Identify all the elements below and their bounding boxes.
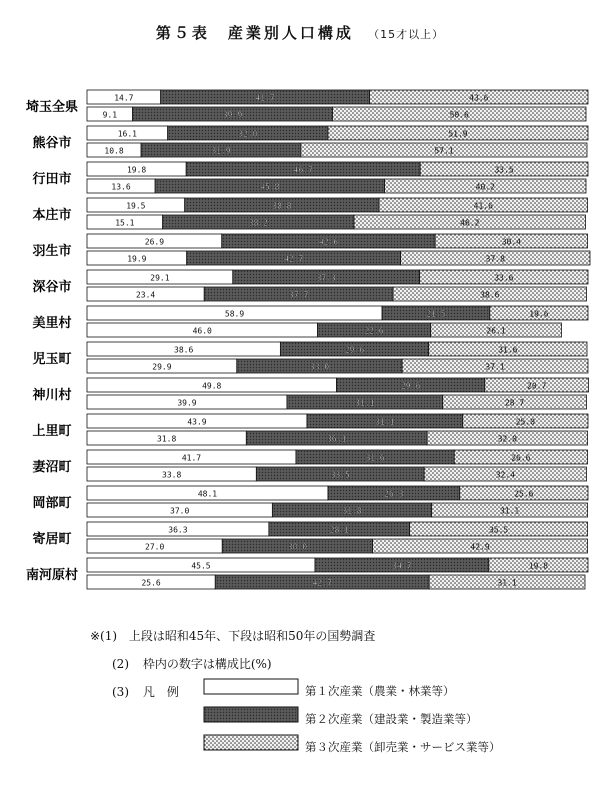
data-label: 37.3 — [316, 273, 336, 283]
data-label: 23.4 — [135, 290, 156, 300]
data-label: 32.4 — [495, 470, 515, 480]
data-label: 19.9 — [127, 254, 147, 264]
data-label: 31.8 — [342, 506, 362, 516]
data-label: 39.9 — [177, 398, 197, 408]
data-label: 22.6 — [364, 326, 384, 336]
data-label: 33.0 — [309, 362, 330, 372]
data-label: 19.6 — [529, 309, 549, 319]
data-label: 26.9 — [144, 237, 165, 247]
data-label: 14.7 — [114, 93, 134, 103]
data-label: 31.6 — [365, 453, 385, 463]
data-label: 29.6 — [344, 345, 365, 355]
data-label: 40.2 — [475, 182, 495, 192]
data-label: 20.7 — [527, 381, 547, 391]
data-label: 50.6 — [449, 110, 469, 120]
title-main: 第５表 産業別人口構成 — [155, 24, 354, 42]
data-label: 31.8 — [157, 434, 177, 444]
legend-swatch — [204, 707, 298, 722]
data-label: 31.1 — [499, 506, 520, 516]
data-label: 34.7 — [392, 561, 412, 571]
data-label: 42.9 — [470, 542, 490, 552]
data-label: 28.7 — [504, 398, 525, 408]
data-label: 33.8 — [162, 470, 182, 480]
data-label: 26.3 — [384, 489, 404, 499]
data-label: 37.1 — [485, 362, 505, 372]
data-label: 38.2 — [248, 218, 268, 228]
category-label: 岡部町 — [32, 496, 72, 511]
data-label: 25.6 — [141, 578, 161, 588]
data-label: 39.9 — [222, 110, 243, 120]
data-label: 9.1 — [102, 110, 118, 120]
legend-label-3: 第３次産業（卸売業・サービス業等） — [305, 740, 501, 754]
data-label: 15.1 — [115, 218, 135, 228]
data-label: 30.0 — [287, 542, 308, 552]
category-label: 神川村 — [32, 388, 72, 403]
data-label: 25.0 — [515, 417, 536, 427]
data-label: 43.9 — [187, 417, 207, 427]
note-1-mark: ※(1) — [90, 629, 118, 643]
data-label: 41.6 — [473, 201, 493, 211]
data-label: 31.9 — [211, 146, 231, 156]
category-label: 羽生市 — [32, 244, 72, 259]
category-label: 南河原村 — [25, 568, 79, 583]
legend-label-1: 第１次産業（農業・林業等） — [305, 684, 455, 698]
data-label: 26.1 — [486, 326, 506, 336]
data-label: 42.7 — [312, 578, 332, 588]
data-label: 38.6 — [480, 290, 500, 300]
data-label: 16.1 — [117, 129, 137, 139]
category-label: 深谷市 — [32, 280, 72, 295]
data-label: 29.9 — [152, 362, 172, 372]
data-label: 31.6 — [498, 345, 518, 355]
legend-swatch — [204, 735, 298, 750]
data-label: 37.0 — [170, 506, 190, 516]
data-label: 37.7 — [289, 290, 309, 300]
data-label: 42.7 — [284, 254, 304, 264]
category-label: 本庄市 — [32, 208, 72, 223]
data-label: 43.6 — [469, 93, 489, 103]
note-2 — [112, 655, 272, 672]
data-label: 27.0 — [145, 542, 165, 552]
category-label: 寄居町 — [32, 532, 72, 547]
data-label: 21.5 — [426, 309, 446, 319]
data-label: 25.6 — [514, 489, 534, 499]
data-label: 36.3 — [168, 525, 188, 535]
note-1-text: 上段は昭和45年、下段は昭和50年の国勢調査 — [128, 629, 376, 643]
note-2-mark: (2) — [112, 657, 129, 671]
note-1 — [90, 627, 375, 644]
data-label: 46.7 — [293, 165, 313, 175]
data-label: 31.1 — [497, 578, 517, 588]
data-label: 57.1 — [434, 146, 454, 156]
legend-label-2: 第２次産業（建設業・製造業等） — [305, 712, 478, 726]
data-label: 38.6 — [174, 345, 194, 355]
data-label: 51.9 — [448, 129, 468, 139]
data-label: 33.5 — [330, 470, 350, 480]
data-label: 35.5 — [488, 525, 509, 535]
category-label: 児玉町 — [32, 352, 72, 367]
category-label: 妻沼町 — [32, 460, 72, 475]
data-label: 42.6 — [318, 237, 339, 247]
title-sub: （15才以上） — [368, 28, 445, 41]
legend-swatch — [204, 679, 298, 694]
data-label: 32.0 — [238, 129, 258, 139]
data-label: 49.8 — [202, 381, 222, 391]
data-label: 13.6 — [111, 182, 131, 192]
data-label: 46.2 — [460, 218, 480, 228]
data-label: 19.8 — [528, 561, 549, 571]
data-label: 29.1 — [150, 273, 170, 283]
data-label: 30.4 — [501, 237, 521, 247]
category-label: 上里町 — [32, 424, 72, 439]
data-label: 10.8 — [104, 146, 124, 156]
data-label: 45.8 — [260, 182, 280, 192]
category-label: 行田市 — [32, 172, 72, 187]
note-3-text: 凡 例 — [142, 685, 179, 699]
data-label: 31.1 — [355, 398, 375, 408]
category-label: 埼玉全県 — [25, 100, 79, 115]
data-label: 36.1 — [327, 434, 347, 444]
data-label: 58.9 — [224, 309, 245, 319]
category-label: 美里村 — [32, 316, 72, 331]
data-label: 33.6 — [494, 273, 514, 283]
data-label: 45.5 — [191, 561, 211, 571]
data-label: 41.7 — [255, 93, 275, 103]
data-label: 19.5 — [126, 201, 146, 211]
data-label: 48.1 — [197, 489, 218, 499]
data-label: 32.0 — [497, 434, 517, 444]
data-label: 33.5 — [494, 165, 514, 175]
data-label: 46.0 — [192, 326, 212, 336]
note-3-mark: (3) — [112, 685, 129, 699]
note-2-text: 枠内の数字は構成比(%) — [142, 657, 272, 671]
category-label: 熊谷市 — [32, 136, 72, 151]
data-label: 41.7 — [181, 453, 202, 463]
note-3 — [112, 683, 179, 700]
data-label: 37.8 — [485, 254, 505, 264]
data-label: 19.8 — [126, 165, 147, 175]
data-label: 26.6 — [511, 453, 531, 463]
data-label: 29.6 — [401, 381, 421, 391]
data-label: 38.8 — [272, 201, 292, 211]
data-label: 31.1 — [375, 417, 395, 427]
data-label: 28.1 — [329, 525, 349, 535]
